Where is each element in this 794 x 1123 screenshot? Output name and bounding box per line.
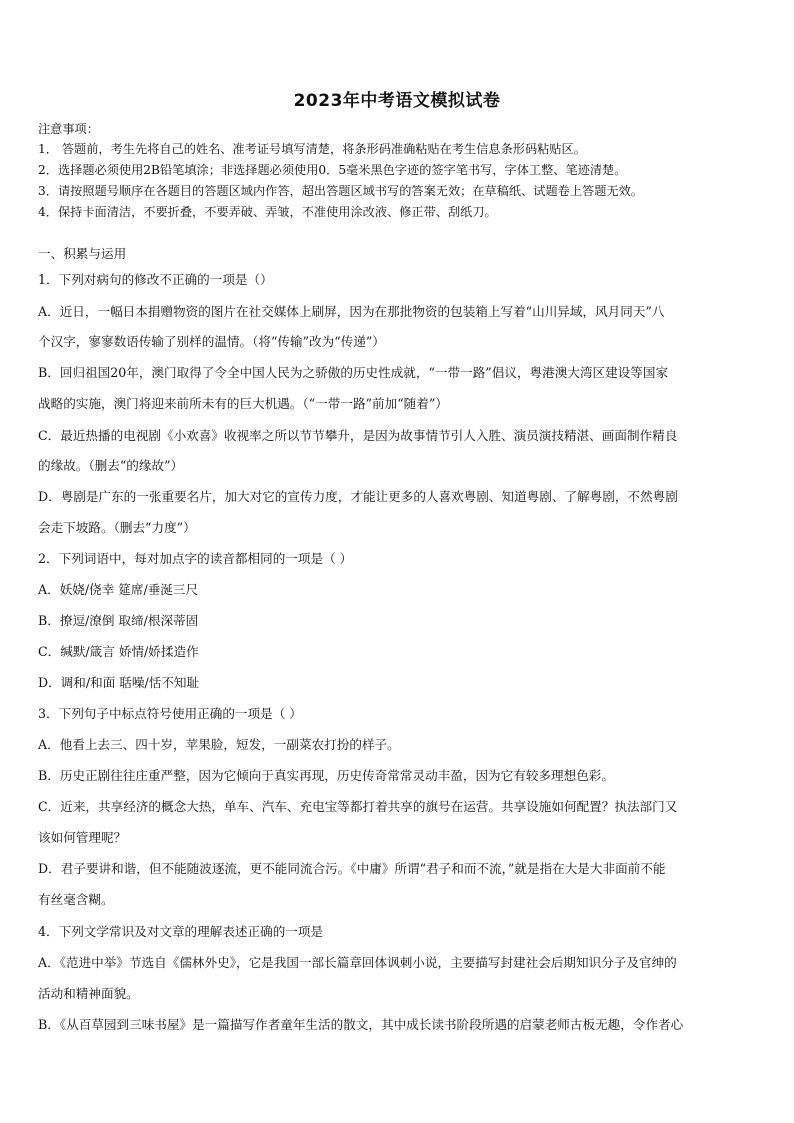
question-line: C．最近热播的电视剧《小欢喜》收视率之所以节节攀升，是因为故事情节引人入胜、演员演技精湛、画面制作精良 — [38, 428, 678, 443]
notice-item: 1． 答题前，考生先将自己的姓名、准考证号填写清楚，将条形码准确粘贴在考生信息条形码粘贴区。 — [38, 142, 586, 156]
question-line: B．撩逗/潦倒 取缔/根深蒂固 — [38, 613, 199, 628]
question-line: 战略的实施，澳门将迎来前所未有的巨大机遇。（“一带一路”前加“随着”） — [38, 396, 448, 411]
section-heading: 一、积累与运用 — [38, 246, 127, 261]
question-line: 1．下列对病句的修改不正确的一项是（） — [38, 272, 273, 287]
question-line: 个汉字，寥寥数语传输了别样的温情。（将“传输”改为“传递”） — [38, 334, 385, 349]
question-line: A．近日，一幅日本捐赠物资的图片在社交媒体上刷屏，因为在那批物资的包装箱上写着“山川异域，风月同天”八 — [38, 304, 665, 319]
question-line: D．调和/和面 聒噪/恬不知耻 — [38, 675, 200, 690]
question-line: C．缄默/箴言 娇情/娇揉造作 — [38, 644, 199, 659]
question-line: 的缘故。（删去“的缘故”） — [38, 458, 184, 473]
notice-item: 4．保持卡面清洁，不要折叠，不要弄破、弄皱，不准使用涂改液、修正带、刮纸刀。 — [38, 205, 497, 219]
question-line: 有丝毫含糊。 — [38, 892, 114, 907]
question-line: C．近来，共享经济的概念大热，单车、汽车、充电宝等都打着共享的旗号在运营。共享设施如何配置？执法部门又 — [38, 799, 678, 814]
question-line: A．妖娆/侥幸 筵席/垂涎三尺 — [38, 582, 199, 597]
notice-item: 3．请按照题号顺序在各题目的答题区域内作答，超出答题区域书写的答案无效；在草稿纸、试题卷上答题无效。 — [38, 184, 643, 198]
question-line: 2．下列词语中，每对加点字的读音都相同的一项是（ ） — [38, 551, 353, 566]
question-line: B．《从百草园到三味书屋》是一篇描写作者童年生活的散文，其中成长读书阶段所遇的启蒙老师古板无趣，令作者心 — [38, 1017, 684, 1032]
question-line: D．粤剧是广东的一张重要名片，加大对它的宣传力度，才能让更多的人喜欢粤剧、知道粤剧、了解粤剧，不然粤剧 — [38, 489, 678, 504]
question-line: B．历史正剧往往庄重严整，因为它倾向于真实再现，历史传奇常常灵动丰盈，因为它有较多理想色彩。 — [38, 768, 614, 783]
question-line: B．回归祖国20年，澳门取得了令全中国人民为之骄傲的历史性成就，“一带一路”倡议，粤港澳大湾区建设等国家 — [38, 365, 669, 380]
notice-heading: 注意事项： — [38, 122, 99, 136]
question-line: 3．下列句子中标点符号使用正确的一项是（ ） — [38, 706, 302, 721]
question-line: 活动和精神面貌。 — [38, 986, 139, 1001]
question-line: 4．下列文学常识及对文章的理解表述正确的一项是 — [38, 924, 324, 939]
question-line: 该如何管理呢？ — [38, 830, 127, 845]
exam-title: 2023年中考语文模拟试卷 — [293, 91, 501, 111]
question-line: D．君子要讲和谐，但不能随波逐流，更不能同流合污。《中庸》所谓“君子和而不流，”就是指在大是大非面前不能 — [38, 861, 666, 876]
notice-item: 2．选择题必须使用2B铅笔填涂；非选择题必须使用0．5毫米黑色字迹的签字笔书写，字体工整、笔迹清楚。 — [38, 163, 627, 177]
question-line: A．他看上去三、四十岁，苹果脸，短发，一副菜农打扮的样子。 — [38, 737, 400, 752]
question-line: 会走下坡路。（删去“力度”） — [38, 520, 196, 535]
question-line: A．《范进中举》节选自《儒林外史》，它是我国一部长篇章回体讽刺小说，主要描写封建社会后期知识分子及官绅的 — [38, 955, 677, 970]
